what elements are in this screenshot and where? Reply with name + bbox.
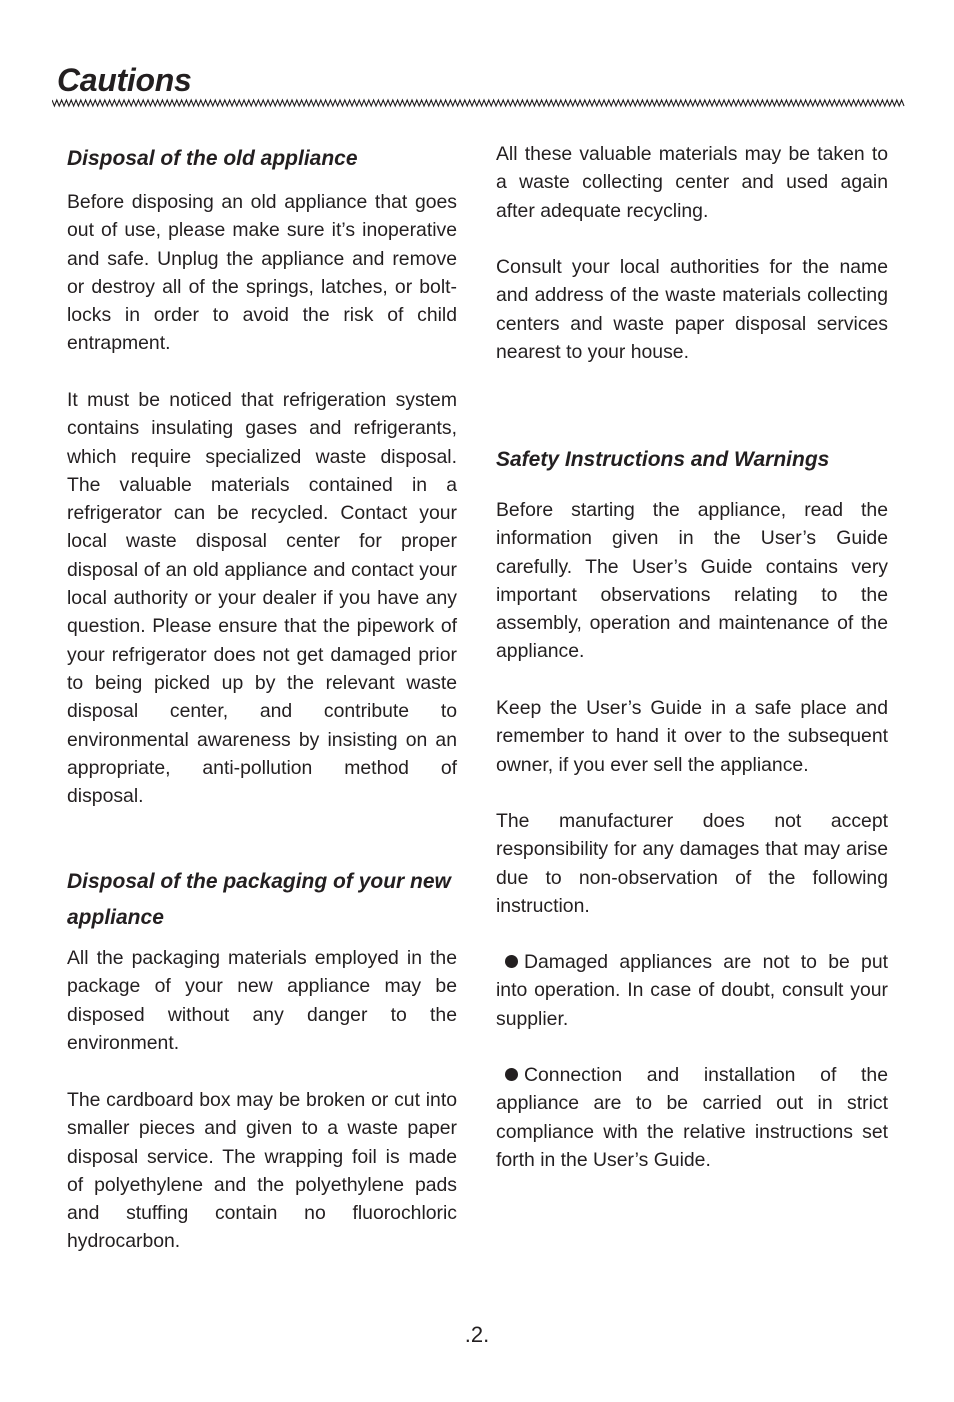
safety-paragraph-1: Before starting the appliance, read the information given in the User’s Guide carefully. The User’s Guide contains very important observations relating to the assembly, operation and maintenance of the appliance. (496, 499, 888, 663)
packaging-paragraph-2: The cardboard box may be broken or cut into smaller pieces and given to a waste paper disposal service. The wrapping foil is made of polyethylene and the polyethylene pads and stuffing contain no fluorochloric hydrocarbon. (67, 1089, 457, 1253)
title-zigzag-rule (52, 97, 906, 109)
bullet-text: Damaged appliances are not to be put into operation. In case of doubt, consult your supplier. (496, 951, 888, 1030)
safety-heading: Safety Instructions and Warnings (496, 448, 830, 471)
recycling-paragraph-1: All these valuable materials may be taken to a waste collecting center and used again after adequate recycling. (496, 143, 888, 222)
page-number: .2. (464, 1322, 490, 1347)
recycling-paragraph-2: Consult your local authorities for the name and address of the waste materials collecting centers and waste paper disposal services nearest to your house. (496, 256, 888, 363)
old-appliance-heading: Disposal of the old appliance (67, 147, 358, 170)
safety-paragraph-3: The manufacturer does not accept responsibility for any damages that may arise due to non-observation of the following instruction. (496, 810, 888, 917)
old-appliance-paragraph-1: Before disposing an old appliance that goes out of use, please make sure it’s inoperative and safe. Unplug the appliance and remove or destroy all of the springs, latches, or bolt-locks in order to avoid the risk of child entrapment. (67, 191, 457, 355)
page-title: Cautions (57, 62, 192, 98)
safety-paragraph-2: Keep the User’s Guide in a safe place and remember to hand it over to the subsequent owner, if you ever sell the appliance. (496, 697, 888, 776)
packaging-heading: Disposal of the packaging of your new appliance (67, 870, 451, 929)
bullet-item (496, 1061, 888, 1174)
bullet-icon (505, 955, 518, 968)
bullet-text: Connection and installation of the appliance are to be carried out in strict compliance with the relative instructions set forth in the User’s Guide. (496, 1064, 888, 1171)
bullet-icon (505, 1068, 518, 1081)
old-appliance-paragraph-2: It must be noticed that refrigeration system contains insulating gases and refrigerants, which require specialized waste disposal. The valuable materials contained in a refrigerator can be recycled. Contact your local waste disposal center for proper disposal of an old appliance and contact your local authority or your dealer if you have any question. Please ensure that the pipework of your refrigerator does not get damaged prior to being picked up by the relevant waste disposal center, and contribute to environmental awareness by insisting on an appropriate, anti-pollution method of disposal. (67, 389, 457, 808)
packaging-paragraph-1: All the packaging materials employed in the package of your new appliance may be disposed without any danger to the environment. (67, 947, 457, 1054)
bullet-item (496, 948, 888, 1033)
